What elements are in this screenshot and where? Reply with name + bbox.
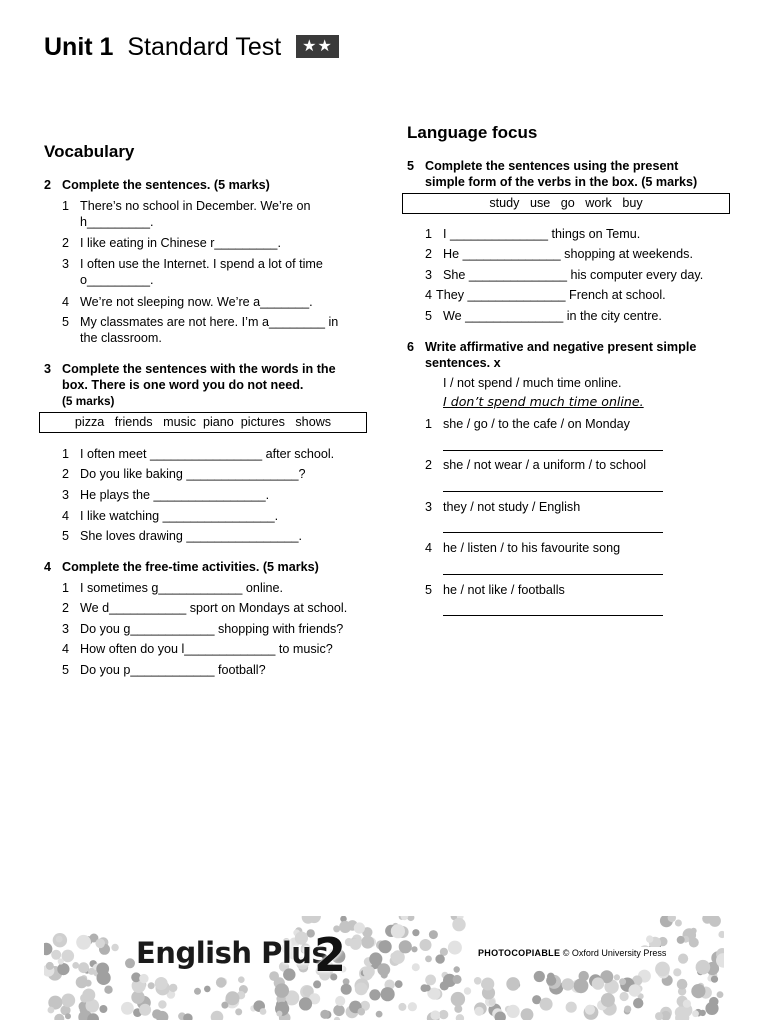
item-text: We ______________ in the city centre. bbox=[443, 309, 662, 323]
question-6-heading bbox=[407, 339, 737, 371]
pattern-dot bbox=[629, 984, 641, 996]
pattern-dot bbox=[677, 936, 685, 944]
item-number: 3 bbox=[425, 268, 433, 282]
pattern-dot bbox=[585, 1005, 595, 1015]
pattern-dot bbox=[204, 986, 211, 993]
page-title bbox=[44, 33, 339, 62]
pattern-dot bbox=[579, 971, 589, 981]
item-text: I sometimes g____________ online. bbox=[80, 581, 284, 595]
question-text: sentences. x bbox=[425, 356, 501, 370]
item-number: 2 bbox=[425, 458, 433, 472]
copyright-text: © Oxford University Press bbox=[562, 948, 667, 958]
pattern-dot bbox=[379, 940, 392, 953]
pattern-dot bbox=[675, 920, 682, 927]
pattern-dot bbox=[395, 980, 403, 988]
pattern-dot bbox=[235, 1008, 242, 1015]
pattern-dot bbox=[377, 963, 390, 976]
item-text: He ______________ shopping at weekends. bbox=[443, 247, 693, 261]
pattern-dot bbox=[169, 984, 177, 992]
pattern-dot bbox=[507, 1005, 520, 1018]
item-text: I like eating in Chinese r_________. bbox=[80, 236, 281, 250]
pattern-dot bbox=[226, 991, 240, 1005]
item-text: I like watching ________________. bbox=[80, 509, 279, 523]
pattern-dot bbox=[431, 1010, 441, 1020]
pattern-dot bbox=[412, 963, 420, 971]
question-5-heading bbox=[407, 158, 737, 190]
example-prompt: I / not spend / much time online. bbox=[443, 376, 622, 390]
question-number: 2 bbox=[44, 178, 52, 192]
pattern-dot bbox=[540, 998, 553, 1011]
pattern-dot bbox=[424, 985, 431, 992]
pattern-dot bbox=[717, 991, 724, 998]
question-number: 5 bbox=[407, 159, 415, 173]
pattern-dot bbox=[655, 962, 670, 977]
item-text: They ______________ French at school. bbox=[436, 288, 666, 302]
photocopiable-label: PHOTOCOPIABLE bbox=[478, 948, 561, 958]
question-text: Complete the free-time activities. (5 marks) bbox=[62, 560, 319, 574]
pattern-dot bbox=[358, 1008, 366, 1016]
pattern-dot bbox=[425, 975, 436, 986]
item-text: she / not wear / a uniform / to school bbox=[443, 458, 647, 472]
pattern-dot bbox=[711, 976, 718, 983]
item-text: My classmates are not here. I’m a________ in bbox=[80, 315, 339, 329]
pattern-dot bbox=[412, 929, 419, 936]
brand-logo: English Plus bbox=[136, 936, 329, 970]
item-number: 3 bbox=[62, 257, 70, 271]
pattern-dot bbox=[678, 954, 688, 964]
item-text: he / listen / to his favourite song bbox=[443, 541, 621, 555]
pattern-dot bbox=[562, 978, 574, 990]
item-text: I often use the Internet. I spend a lot of time bbox=[80, 257, 323, 271]
pattern-dot bbox=[369, 952, 382, 965]
pattern-dot bbox=[452, 918, 465, 931]
pattern-dot bbox=[429, 930, 438, 939]
pattern-dot bbox=[76, 935, 91, 950]
pattern-dot bbox=[689, 938, 699, 948]
pattern-dot bbox=[440, 981, 449, 990]
pattern-dot bbox=[700, 1010, 706, 1016]
pattern-dot bbox=[56, 936, 63, 943]
item-number: 1 bbox=[425, 417, 433, 431]
question-number: 3 bbox=[44, 362, 52, 376]
item-number: 5 bbox=[425, 309, 433, 323]
pattern-dot bbox=[566, 1002, 577, 1013]
answer-line[interactable] bbox=[443, 615, 663, 616]
pattern-dot bbox=[99, 1005, 107, 1013]
pattern-dot bbox=[125, 958, 135, 968]
answer-line[interactable] bbox=[443, 574, 663, 575]
pattern-dot bbox=[335, 996, 345, 1006]
item-number: 4 bbox=[62, 295, 70, 309]
pattern-dot bbox=[691, 928, 697, 934]
item-text: he / not like / footballs bbox=[443, 583, 565, 597]
pattern-dot bbox=[453, 975, 462, 984]
pattern-dot bbox=[82, 989, 95, 1002]
pattern-dot bbox=[350, 939, 361, 950]
pattern-dot bbox=[677, 979, 688, 990]
pattern-dot bbox=[692, 1010, 699, 1017]
pattern-dot bbox=[363, 966, 375, 978]
item-number: 1 bbox=[62, 581, 70, 595]
word-box: pizza friends music piano pictures shows bbox=[39, 412, 367, 433]
pattern-dot bbox=[391, 924, 405, 938]
pattern-dot bbox=[619, 978, 626, 985]
pattern-dot bbox=[95, 939, 105, 949]
pattern-dot bbox=[65, 1013, 71, 1019]
pattern-dot bbox=[283, 968, 295, 980]
pattern-dot bbox=[260, 1008, 267, 1015]
section-heading-language-focus: Language focus bbox=[407, 123, 538, 142]
pattern-dot bbox=[683, 1000, 691, 1008]
item-text: How often do you l_____________ to music? bbox=[80, 642, 333, 656]
item-number: 4 bbox=[62, 509, 70, 523]
pattern-dot bbox=[398, 1003, 406, 1011]
level-number: 2 bbox=[314, 928, 347, 982]
pattern-dot bbox=[139, 1004, 151, 1016]
pattern-dot bbox=[673, 968, 681, 976]
question-marks: (5 marks) bbox=[62, 394, 115, 408]
question-number: 6 bbox=[407, 340, 415, 354]
pattern-dot bbox=[354, 922, 365, 933]
pattern-dot bbox=[104, 986, 112, 994]
item-text: the classroom. bbox=[80, 331, 162, 345]
pattern-dot bbox=[361, 936, 374, 949]
pattern-dot bbox=[76, 976, 88, 988]
pattern-dot bbox=[592, 977, 604, 989]
pattern-dot bbox=[411, 946, 417, 952]
pattern-dot bbox=[489, 999, 496, 1006]
pattern-dot bbox=[534, 971, 545, 982]
pattern-dot bbox=[464, 987, 471, 994]
item-text: she / go / to the cafe / on Monday bbox=[443, 417, 630, 431]
pattern-dot bbox=[58, 958, 64, 964]
difficulty-stars: ★★ bbox=[296, 35, 339, 58]
pattern-dot bbox=[216, 977, 226, 987]
answer-line[interactable] bbox=[443, 491, 663, 492]
example-answer: I don’t spend much time online. bbox=[443, 394, 644, 409]
item-number: 1 bbox=[62, 447, 70, 461]
pattern-dot bbox=[88, 968, 95, 975]
pattern-dot bbox=[194, 988, 201, 995]
item-number: 5 bbox=[425, 583, 433, 597]
pattern-dot bbox=[439, 1010, 448, 1019]
pattern-dot bbox=[46, 962, 54, 970]
pattern-dot bbox=[78, 962, 89, 973]
pattern-dot bbox=[425, 956, 432, 963]
item-number: 4 bbox=[425, 541, 433, 555]
pattern-dot bbox=[48, 1007, 55, 1014]
item-text: He plays the ________________. bbox=[80, 488, 270, 502]
item-text: h_________. bbox=[80, 215, 154, 229]
item-text: o_________. bbox=[80, 273, 154, 287]
pattern-dot bbox=[57, 963, 69, 975]
question-text: simple form of the verbs in the box. (5 marks) bbox=[425, 175, 698, 189]
pattern-dot bbox=[454, 966, 460, 972]
pattern-dot bbox=[696, 960, 711, 975]
pattern-dot bbox=[51, 950, 61, 960]
pattern-dot bbox=[96, 963, 109, 976]
pattern-dot bbox=[238, 976, 245, 983]
item-number: 2 bbox=[62, 236, 70, 250]
item-text: We d___________ sport on Mondays at school. bbox=[80, 601, 348, 615]
item-number: 4 bbox=[62, 642, 70, 656]
pattern-dot bbox=[148, 982, 155, 989]
item-number: 5 bbox=[62, 315, 70, 329]
question-2-heading bbox=[44, 177, 364, 193]
pattern-dot bbox=[475, 1007, 484, 1016]
pattern-dot bbox=[376, 1011, 383, 1018]
item-text: Do you p____________ football? bbox=[80, 663, 266, 677]
photocopiable-notice bbox=[476, 947, 668, 959]
pattern-dot bbox=[139, 974, 148, 983]
item-text: Do you like baking ________________? bbox=[80, 467, 306, 481]
pattern-dot bbox=[275, 983, 289, 997]
pattern-dot bbox=[624, 1006, 631, 1013]
question-text: box. There is one word you do not need. bbox=[62, 378, 304, 392]
pattern-dot bbox=[435, 954, 444, 963]
verb-box: study use go work buy bbox=[402, 193, 730, 214]
pattern-dot bbox=[481, 978, 494, 991]
pattern-dot bbox=[620, 992, 629, 1001]
pattern-dot bbox=[269, 971, 279, 981]
question-text: Write affirmative and negative present simple bbox=[425, 340, 697, 354]
item-text: We’re not sleeping now. We’re a_______. bbox=[80, 295, 313, 309]
question-3-heading bbox=[44, 361, 364, 409]
pattern-dot bbox=[454, 1005, 462, 1013]
pattern-dot bbox=[655, 1012, 663, 1020]
pattern-dot bbox=[341, 984, 352, 995]
answer-line[interactable] bbox=[443, 450, 663, 451]
pattern-dot bbox=[369, 989, 380, 1000]
item-number: 5 bbox=[62, 663, 70, 677]
item-number: 3 bbox=[62, 622, 70, 636]
pattern-dot bbox=[381, 987, 395, 1001]
item-number: 2 bbox=[62, 601, 70, 615]
pattern-dot bbox=[633, 998, 643, 1008]
pattern-dot bbox=[675, 1007, 687, 1019]
item-number: 1 bbox=[62, 199, 70, 213]
answer-line[interactable] bbox=[443, 532, 663, 533]
item-text: they / not study / English bbox=[443, 500, 581, 514]
pattern-dot bbox=[474, 977, 482, 985]
pattern-dot bbox=[320, 1010, 329, 1019]
pattern-dot bbox=[121, 1002, 134, 1015]
footer-banner bbox=[44, 916, 724, 1020]
item-number: 3 bbox=[62, 488, 70, 502]
pattern-dot bbox=[691, 984, 705, 998]
question-text: Complete the sentences. (5 marks) bbox=[62, 178, 270, 192]
pattern-dot bbox=[158, 1000, 166, 1008]
item-text: I ______________ things on Temu. bbox=[443, 227, 641, 241]
pattern-dot bbox=[451, 992, 465, 1006]
pattern-dot bbox=[601, 993, 615, 1007]
item-number: 5 bbox=[62, 529, 70, 543]
pattern-dot bbox=[408, 1002, 417, 1011]
unit-label: Unit 1 bbox=[44, 33, 114, 61]
pattern-dot bbox=[420, 939, 432, 951]
pattern-dot bbox=[546, 976, 556, 986]
question-text: Complete the sentences with the words in the bbox=[62, 362, 336, 376]
pattern-dot bbox=[61, 994, 75, 1008]
pattern-dot bbox=[614, 974, 620, 980]
question-text: Complete the sentences using the present bbox=[425, 159, 679, 173]
pattern-dot bbox=[111, 944, 118, 951]
pattern-dot bbox=[705, 1002, 718, 1015]
pattern-dot bbox=[276, 1011, 282, 1017]
item-text: She ______________ his computer every day. bbox=[443, 268, 704, 282]
item-number: 2 bbox=[62, 467, 70, 481]
pattern-dot bbox=[355, 983, 368, 996]
item-text: I often meet ________________ after school. bbox=[80, 447, 335, 461]
pattern-dot bbox=[506, 977, 520, 991]
pattern-dot bbox=[72, 962, 79, 969]
question-4-heading bbox=[44, 559, 364, 575]
item-text: She loves drawing ________________. bbox=[80, 529, 302, 543]
item-text: Do you g____________ shopping with friends? bbox=[80, 622, 344, 636]
pattern-dot bbox=[646, 935, 653, 942]
section-heading-vocabulary: Vocabulary bbox=[44, 142, 135, 161]
item-number: 4 bbox=[425, 288, 433, 302]
pattern-dot bbox=[333, 1005, 344, 1016]
pattern-dot bbox=[155, 977, 168, 990]
pattern-dot bbox=[399, 940, 412, 953]
question-number: 4 bbox=[44, 560, 52, 574]
item-number: 3 bbox=[425, 500, 433, 514]
item-number: 2 bbox=[425, 247, 433, 261]
item-number: 1 bbox=[425, 227, 433, 241]
pattern-dot bbox=[448, 941, 462, 955]
test-title: Standard Test bbox=[127, 33, 282, 61]
item-text: There’s no school in December. We’re on bbox=[80, 199, 311, 213]
pattern-dot bbox=[299, 997, 312, 1010]
